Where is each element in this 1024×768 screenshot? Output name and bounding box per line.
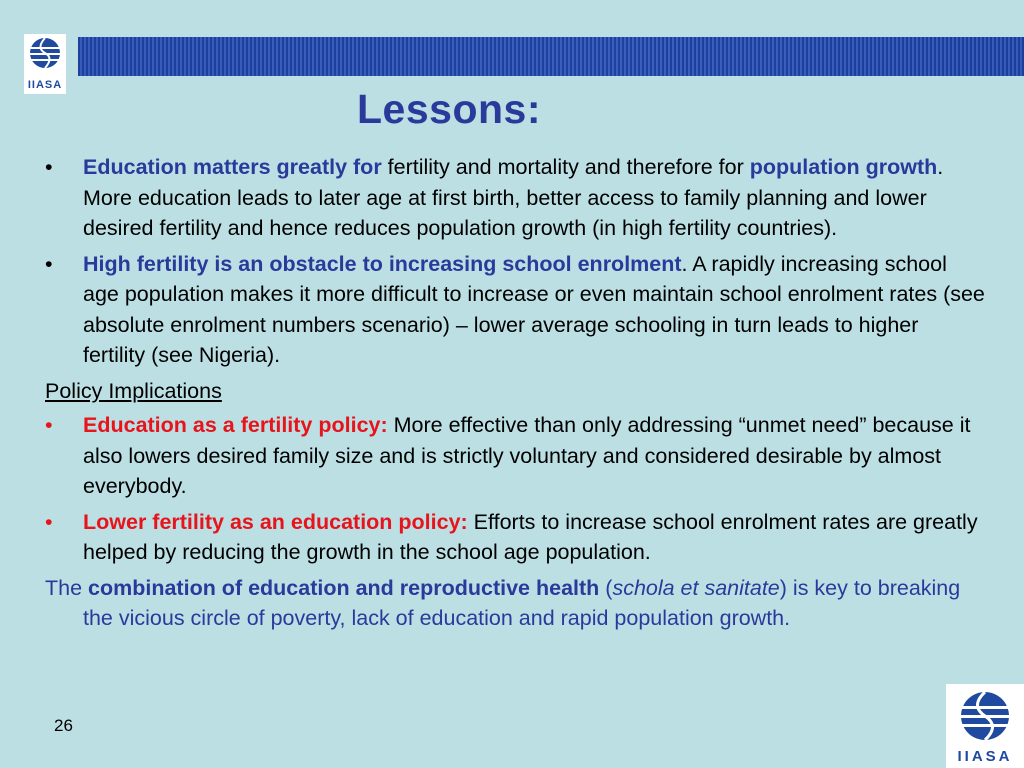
bullet-marker: •	[45, 509, 53, 534]
bullet-lead: Lower fertility as an education policy:	[83, 509, 468, 534]
list-item	[45, 152, 985, 244]
logo-large-text: IIASA	[957, 748, 1013, 765]
bullet-lead: High fertility is an obstacle to increasing school enrolment	[83, 251, 682, 276]
closing-bold: combination of education and reproductive health	[88, 575, 600, 600]
iiasa-logo-icon	[24, 34, 66, 94]
bullet-marker: •	[45, 251, 53, 276]
page-title: Lessons:	[357, 86, 541, 132]
list-item	[45, 410, 985, 502]
list-item	[45, 507, 985, 568]
bullet-text: Efforts to increase school enrolment rates are greatly helped by reducing the growth in the school age population.	[83, 509, 978, 564]
bullet-text: . More education leads to later age at first birth, better access to family planning and lower desired fertility and hence reduces population growth (in high fertility countries).	[83, 155, 944, 240]
iiasa-logo-large-icon	[946, 684, 1024, 768]
bullet-lead: Education matters greatly for	[83, 155, 382, 179]
bullet-mid: fertility and mortality and therefore for	[381, 155, 750, 179]
closing-pre: The	[45, 575, 89, 600]
closing-italic: schola et sanitate	[612, 575, 780, 600]
bullet-marker: •	[45, 155, 53, 179]
slide-content	[45, 152, 985, 634]
closing-paragraph	[45, 573, 985, 634]
bullet-marker: •	[45, 413, 53, 437]
bullet-text: . A rapidly increasing school age population makes it more difficult to increase or even maintain school enrolment rates (see absolute enrolment numbers scenario) – lower average schooling in turn leads to higher fertility (see Nigeria).	[83, 251, 985, 367]
page-number: 26	[54, 716, 73, 735]
header-banner-overlay	[78, 37, 1024, 76]
logo-text: IIASA	[27, 79, 63, 91]
bullet-lead: Education as a fertility policy:	[83, 413, 388, 437]
bullet-text: More effective than only addressing “unmet need” because it also lowers desired family size and is strictly voluntary and considered desirable by almost everybody.	[83, 413, 971, 498]
list-item	[45, 249, 985, 371]
closing-open: (	[599, 575, 613, 600]
policy-heading: Policy Implications	[45, 378, 222, 403]
closing-rest: ) is key to breaking the vicious circle of poverty, lack of education and rapid population growth.	[83, 575, 961, 630]
bullet-lead-2: population growth	[749, 155, 938, 179]
